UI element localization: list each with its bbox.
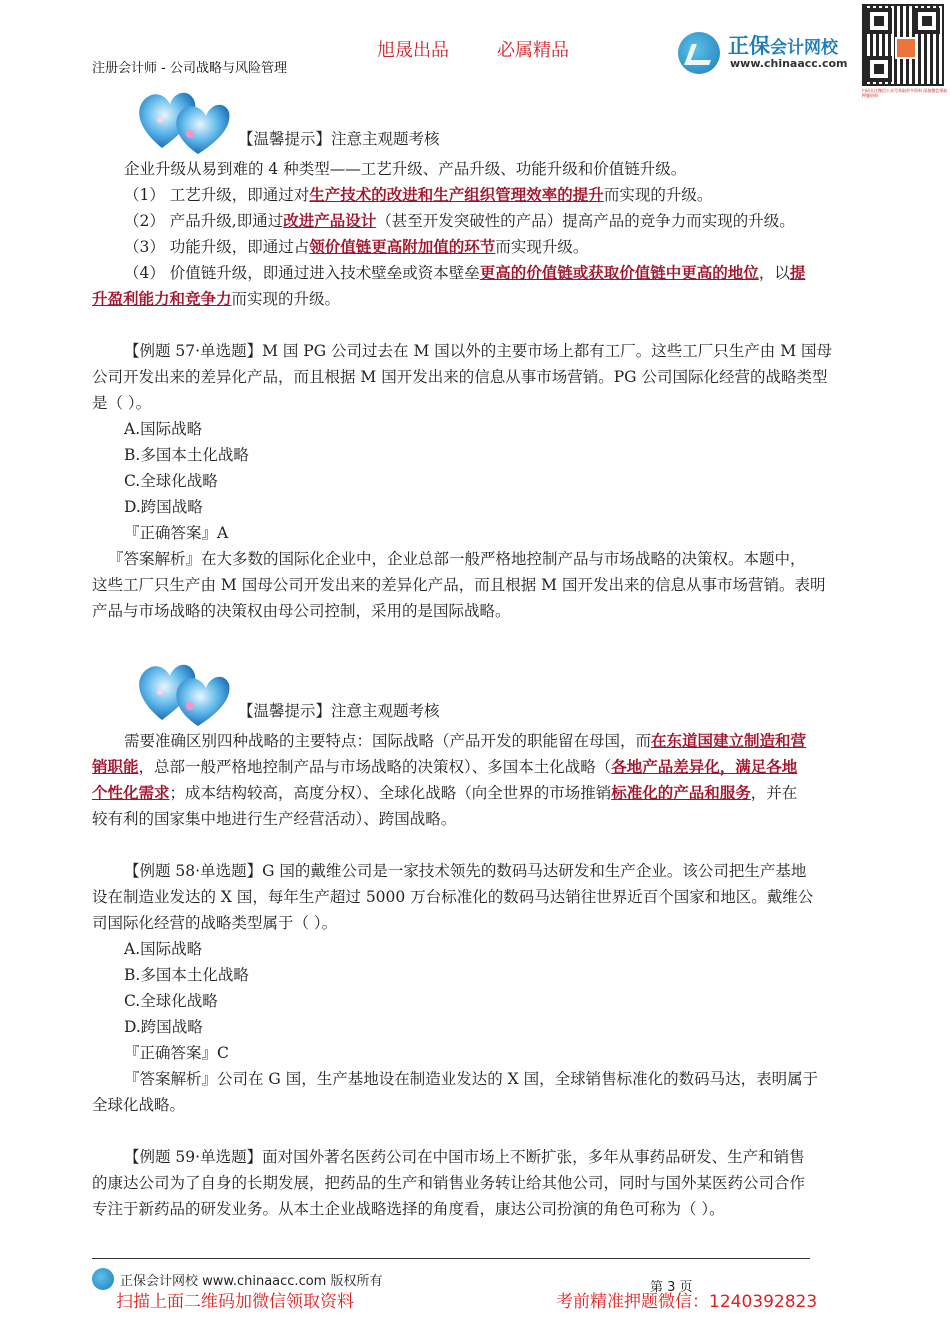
highlight-text: 升盈利能力和竞争力 — [92, 289, 232, 308]
hearts-decoration-icon — [132, 78, 232, 160]
question-text: 【例题 58·单选题】G 国的戴维公司是一家技术领先的数码马达研发和生产企业。该公司把生产基地 — [124, 862, 807, 880]
option-a: A.国际战略 — [124, 420, 203, 438]
slogan-right: 必属精品 — [497, 40, 569, 61]
question-text: 公司开发出来的差异化产品，而且根据 M 国开发出来的信息从事市场营销。PG 公司国际化经营的战略类型 — [92, 368, 828, 386]
highlight-text: 更高的价值链或获取价值链中更高的地位 — [479, 263, 759, 282]
question-text: 的康达公司为了自身的长期发展，把药品的生产和销售业务转让给其他公司，同时与国外某医药公司合作 — [92, 1174, 806, 1192]
option-c: C.全球化战略 — [124, 472, 218, 490]
tip-item: （4） 价值链升级，即通过进入技术壁垒或资本壁垒更高的价值链或获取价值链中更高的地位，以提 — [124, 263, 806, 282]
tip-item: （1） 工艺升级，即通过对生产技术的改进和生产组织管理效率的提升而实现的升级。 — [124, 185, 713, 204]
explanation-text: 产品与市场战略的决策权由母公司控制，采用的是国际战略。 — [92, 602, 511, 620]
logo-emblem-icon — [678, 32, 720, 74]
slogan-left: 旭晟出品 — [377, 40, 449, 61]
highlight-text: 领价值链更高附加值的环节 — [309, 237, 496, 256]
highlight-text: 各地产品差异化，满足各地 — [611, 757, 798, 776]
explanation-text: 『答案解析』公司在 G 国，生产基地设在制造业发达的 X 国，全球销售标准化的数码马达，表明属于 — [124, 1070, 819, 1088]
tip-label: 【温馨提示】注意主观题考核 — [238, 130, 440, 148]
footer-divider — [92, 1258, 810, 1259]
footer-copyright: 正保会计网校 www.chinaacc.com 版权所有 — [120, 1274, 383, 1289]
highlight-text: 标准化的产品和服务 — [611, 783, 751, 802]
logo-url: www.chinaacc.com — [730, 57, 848, 70]
hearts-decoration-icon — [132, 650, 232, 732]
tip-item-cont: 升盈利能力和竞争力而实现的升级。 — [92, 289, 341, 308]
highlight-text: 改进产品设计 — [283, 211, 377, 230]
highlight-text: 个性化需求 — [92, 783, 170, 802]
tip-label: 【温馨提示】注意主观题考核 — [238, 702, 440, 720]
tip-item: （3） 功能升级，即通过占领价值链更高附加值的环节而实现升级。 — [124, 237, 589, 256]
tip-text: 个性化需求；成本结构较高，高度分权）、全球化战略（向全世界的市场推销标准化的产品和服务，并在 — [92, 783, 798, 802]
qr-code-icon — [862, 4, 944, 86]
explanation-text: 这些工厂只生产由 M 国母公司开发出来的差异化产品，而且根据 M 国开发出来的信息从事市场营销。表明 — [92, 576, 826, 594]
tip-intro: 企业升级从易到难的 4 种类型——工艺升级、产品升级、功能升级和价值链升级。 — [124, 160, 687, 178]
question-text: 是（ ）。 — [92, 394, 152, 412]
question-text: 【例题 59·单选题】面对国外著名医药公司在中国市场上不断扩张，多年从事药品研发、生产和销售 — [124, 1148, 805, 1166]
correct-answer: 『正确答案』C — [124, 1044, 229, 1062]
promo-left: 扫描上面二维码加微信领取资料 — [116, 1292, 354, 1312]
option-a: A.国际战略 — [124, 940, 203, 958]
tip-text: 需要准确区别四种战略的主要特点：国际战略（产品开发的职能留在母国，而在东道国建立制造和营 — [124, 731, 807, 750]
highlight-text: 提 — [789, 263, 806, 282]
tip-text: 销职能，总部一般严格地控制产品与市场战略的决策权）、多国本土化战略（各地产品差异化，满足各地 — [92, 757, 798, 776]
brand-logo[interactable] — [678, 30, 858, 76]
highlight-text: 生产技术的改进和生产组织管理效率的提升 — [309, 185, 604, 204]
promo-right: 考前精准押题微信：1240392823 — [556, 1292, 818, 1312]
tip-item: （2） 产品升级,即通过改进产品设计（甚至开发突破性的产品）提高产品的竞争力而实现的升级。 — [124, 211, 795, 230]
highlight-text: 销职能 — [92, 757, 139, 776]
tip-text: 较有利的国家集中地进行生产经营活动）、跨国战略。 — [92, 810, 457, 828]
question-text: 【例题 57·单选题】M 国 PG 公司过去在 M 国以外的主要市场上都有工厂。这些工厂只生产由 M 国母 — [124, 342, 832, 360]
explanation-text: 全球化战略。 — [92, 1096, 186, 1114]
qr-note: 扫码关注微信公众号获取更多资料 添加微信领取押题资料 — [862, 88, 948, 98]
option-b: B.多国本土化战略 — [124, 966, 249, 984]
logo-name-big: 正保 — [728, 34, 770, 58]
option-d: D.跨国战略 — [124, 1018, 203, 1036]
highlight-text: 在东道国建立制造和营 — [651, 731, 807, 750]
correct-answer: 『正确答案』A — [124, 524, 229, 542]
option-d: D.跨国战略 — [124, 498, 203, 516]
page-number: 第 3 页 — [650, 1280, 693, 1295]
course-title: 注册会计师 - 公司战略与风险管理 — [92, 61, 287, 76]
footer-logo-icon — [92, 1268, 114, 1290]
explanation-text: 『答案解析』在大多数的国际化企业中，企业总部一般严格地控制产品与市场战略的决策权。本题中， — [108, 550, 806, 568]
logo-name-small: 会计网校 — [770, 38, 838, 58]
option-b: B.多国本土化战略 — [124, 446, 249, 464]
question-text: 司国际化经营的战略类型属于（ ）。 — [92, 914, 338, 932]
option-c: C.全球化战略 — [124, 992, 218, 1010]
question-text: 专注于新药品的研发业务。从本土企业战略选择的角度看，康达公司扮演的角色可称为（ ）。 — [92, 1200, 725, 1218]
question-text: 设在制造业发达的 X 国，每年生产超过 5000 万台标准化的数码马达销往世界近百个国家和地区。戴维公 — [92, 888, 814, 906]
